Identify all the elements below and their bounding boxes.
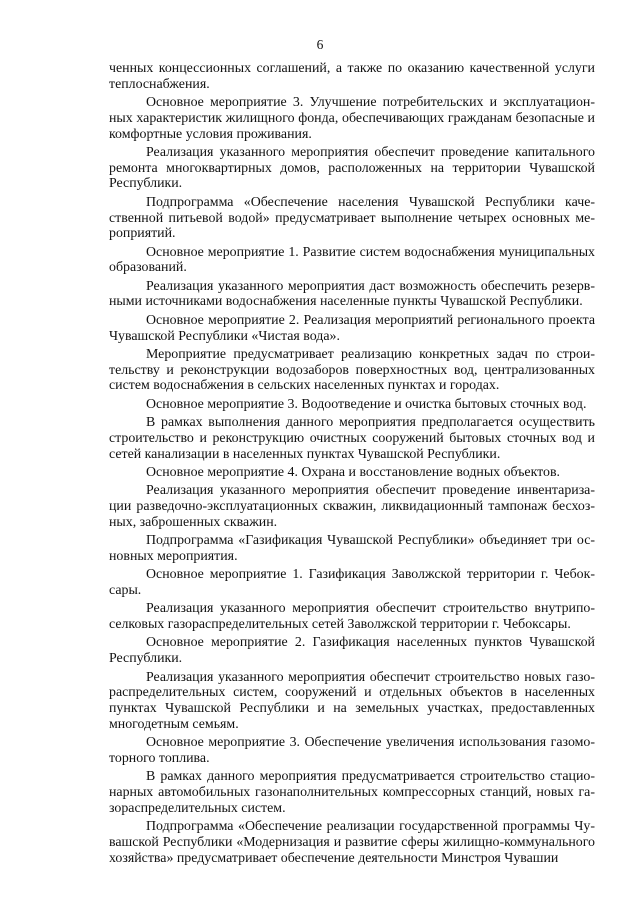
document-body (109, 61, 595, 869)
paragraph: Подпрограмма «Газификация Чувашской Республики» объединяет три основных мероприятия. (109, 533, 595, 564)
paragraph: Основное мероприятие 2. Реализация мероприятий регионального проекта Чувашской Республики «Чистая вода». (109, 312, 595, 344)
paragraph: Подпрограмма «Обеспечение населения Чувашской Республики качественной питьевой водой» предусматривает выполнение четырех основных мероприятий. (109, 194, 595, 242)
paragraph: В рамках выполнения данного мероприятия предполагается осуществить строительство и реконструкцию очистных сооружений бытовых сточных вод и сетей канализации в населенных пунктах Чувашской Республики. (109, 415, 595, 462)
paragraph: Подпрограмма «Обеспечение реализации государственной программы Чувашской Республики «Модернизация и развитие сферы жилищно-коммунального хозяйства» предусматривает обеспечение деятельности Минстроя Чувашии (109, 819, 595, 866)
paragraph: Основное мероприятие 4. Охрана и восстановление водных объектов. (146, 464, 561, 480)
paragraph: Реализация указанного мероприятия обеспечит строительство новых газораспределительных систем, сооружений и отдельных объектов в населенных пунктах Чувашской Республики и на земельных участках, предоставленных многодетным семьям. (109, 669, 595, 732)
paragraph: Реализация указанного мероприятия обеспечит проведение капитального ремонта многоквартирных домов, расположенных на территории Чувашской Республики. (109, 144, 595, 192)
paragraph: ченных концессионных соглашений, а также по оказанию качественной услуги теплоснабжения. (109, 61, 595, 92)
paragraph: Реализация указанного мероприятия даст возможность обеспечить резервными источниками водоснабжения населенные пункты Чувашской Республики. (109, 278, 595, 310)
paragraph: Основное мероприятие 1. Развитие систем водоснабжения муниципальных образований. (109, 244, 595, 276)
paragraph: Основное мероприятие 3. Водоотведение и очистка бытовых сточных вод. (146, 396, 587, 412)
paragraph: Реализация указанного мероприятия обеспечит строительство внутрипоселковых газораспределительных сетей Заволжской территории г. Чебоксары. (109, 601, 595, 633)
paragraph: Основное мероприятие 2. Газификация населенных пунктов Чувашской Республики. (109, 635, 595, 667)
paragraph: Основное мероприятие 3. Улучшение потребительских и эксплуатационных характеристик жилищного фонда, обеспечивающих гражданам безопасные и комфортные условия проживания. (109, 95, 595, 142)
paragraph: Мероприятие предусматривает реализацию конкретных задач по строительству и реконструкции водозаборов поверхностных вод, централизованных систем водоснабжения в сельских населенных пунктах и городах. (109, 346, 595, 394)
page-number: 6 (316, 37, 324, 52)
paragraph: В рамках данного мероприятия предусматривается строительство стационарных автомобильных газонаполнительных компрессорных станций, новых газораспределительных систем. (109, 769, 595, 816)
paragraph: Основное мероприятие 3. Обеспечение увеличения использования газомоторного топлива. (109, 735, 595, 766)
paragraph: Реализация указанного мероприятия обеспечит проведение инвентаризации разведочно-эксплуатационных скважин, ликвидационный тампонаж бесхозных, заброшенных скважин. (109, 483, 595, 530)
paragraph: Основное мероприятие 1. Газификация Заволжской территории г. Чебоксары. (109, 567, 595, 598)
